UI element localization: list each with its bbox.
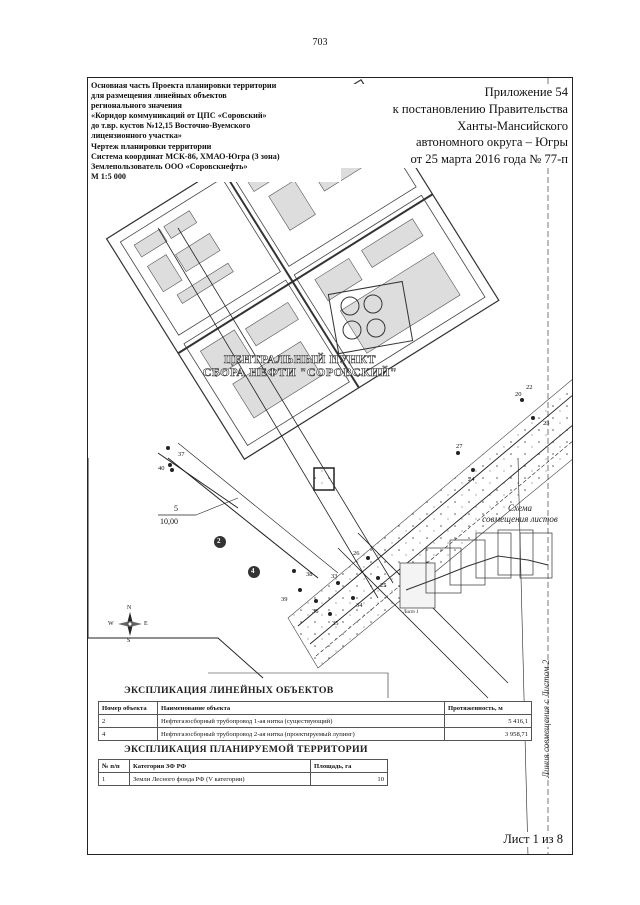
point-label: 35 xyxy=(332,620,339,627)
table-cell: 3 958,71 xyxy=(445,728,532,741)
table-cell: Нефтегазосборный трубопровод 1-ая нитка (существующий) xyxy=(158,715,445,728)
match-line-label: Линия совмещения с Листом 2 xyxy=(541,659,551,778)
table-row xyxy=(99,728,532,741)
appendix-header xyxy=(338,84,568,168)
compass-south: S xyxy=(127,638,131,644)
table-header: Площадь, га xyxy=(311,760,388,773)
title-block xyxy=(91,81,341,182)
appendix-line: от 25 марта 2016 года № 77-п xyxy=(410,152,568,167)
table-row xyxy=(99,773,388,786)
appendix-line: к постановлению Правительства xyxy=(392,101,568,116)
title-line: регионального значения xyxy=(91,101,182,111)
point-label: 27 xyxy=(456,443,463,450)
title-line: лицензионного участка» xyxy=(91,131,182,141)
table-cell: 5 416,1 xyxy=(445,715,532,728)
point-label: 23 xyxy=(543,420,550,427)
table-header: № п/п xyxy=(99,760,130,773)
table-cell: Нефтегазосборный трубопровод 2-ая нитка (проектируемый лупинг) xyxy=(158,728,445,741)
scheme-title-line1: Схема xyxy=(507,503,532,513)
compass-west: W xyxy=(108,621,114,627)
title-line: М 1:5 000 xyxy=(91,171,127,181)
planned-territory-table xyxy=(98,759,388,786)
compass-north: N xyxy=(127,605,132,611)
table-header: Номер объекта xyxy=(99,702,158,715)
appendix-line: Приложение 54 xyxy=(484,85,568,99)
central-site-label-line1: ЦЕНТРАЛЬНЫЙ ПУНКТ xyxy=(223,352,377,366)
table-cell: 10 xyxy=(311,773,388,786)
road-width-bottom: 10,00 xyxy=(160,517,178,526)
table-header-row xyxy=(99,760,388,773)
point-label: 36 xyxy=(312,608,319,615)
point-label: 24 xyxy=(468,476,475,483)
planned-territory-title: ЭКСПЛИКАЦИЯ ПЛАНИРУЕМОЙ ТЕРРИТОРИИ xyxy=(124,744,368,755)
table-header: Категория ЗФ РФ xyxy=(130,760,311,773)
point-label: 25 xyxy=(380,582,387,589)
table-cell: 2 xyxy=(99,715,158,728)
appendix-line: автономного округа – Югры xyxy=(415,135,568,150)
point-label: 37 xyxy=(178,451,185,458)
scheme-title xyxy=(470,503,570,525)
title-line: «Коридор коммуникаций от ЦПС «Соровский» xyxy=(91,111,267,121)
map-sheet-frame xyxy=(87,77,573,855)
central-site-label xyxy=(200,353,400,379)
scheme-title-line2: совмещения листов xyxy=(482,514,558,524)
compass-east: E xyxy=(144,621,148,627)
point-label: 33 xyxy=(331,573,338,580)
point-label: 20 xyxy=(515,391,522,398)
object-marker-4: 4 xyxy=(251,567,255,575)
table-header: Протяженность, м xyxy=(445,702,532,715)
table-cell: Земли Лесного фонда РФ (V категории) xyxy=(130,773,311,786)
title-line: до т.вр. кустов №12,15 Восточно-Вуемского xyxy=(91,121,251,131)
compass-rose xyxy=(118,612,142,636)
linear-objects-title: ЭКСПЛИКАЦИЯ ЛИНЕЙНЫХ ОБЪЕКТОВ xyxy=(124,685,334,696)
object-marker-2: 2 xyxy=(217,537,221,545)
appendix-line: Ханты-Мансийского xyxy=(457,118,568,133)
title-line: для размещения линейных объектов xyxy=(91,91,227,101)
point-label: 26 xyxy=(353,550,360,557)
table-cell: 1 xyxy=(99,773,130,786)
title-line: Система координат МСК-86, ХМАО-Югра (3 зона) xyxy=(91,151,280,161)
scheme-sheet-label: Лист 1 xyxy=(403,610,419,615)
point-label: 38 xyxy=(306,571,313,578)
road-width-top: 5 xyxy=(174,504,178,513)
table-header: Наименование объекта xyxy=(158,702,445,715)
point-label: 40 xyxy=(158,465,165,472)
title-line: Чертеж планировки территории xyxy=(91,141,212,151)
table-cell: 4 xyxy=(99,728,158,741)
point-label: 39 xyxy=(281,596,288,603)
title-line: Основная часть Проекта планировки территории xyxy=(91,81,277,90)
linear-objects-table xyxy=(98,701,532,741)
sheet-number-label: Лист 1 из 8 xyxy=(500,832,566,847)
page-number: 703 xyxy=(312,37,328,48)
title-line: Землепользователь ООО «Соровскнефть» xyxy=(91,161,248,171)
point-label: 22 xyxy=(526,384,533,391)
table-row xyxy=(99,715,532,728)
table-header-row xyxy=(99,702,532,715)
central-site-label-line2: СБОРА НЕФТИ "СОРОВСКИЙ" xyxy=(202,365,398,379)
point-label: 34 xyxy=(356,602,363,609)
